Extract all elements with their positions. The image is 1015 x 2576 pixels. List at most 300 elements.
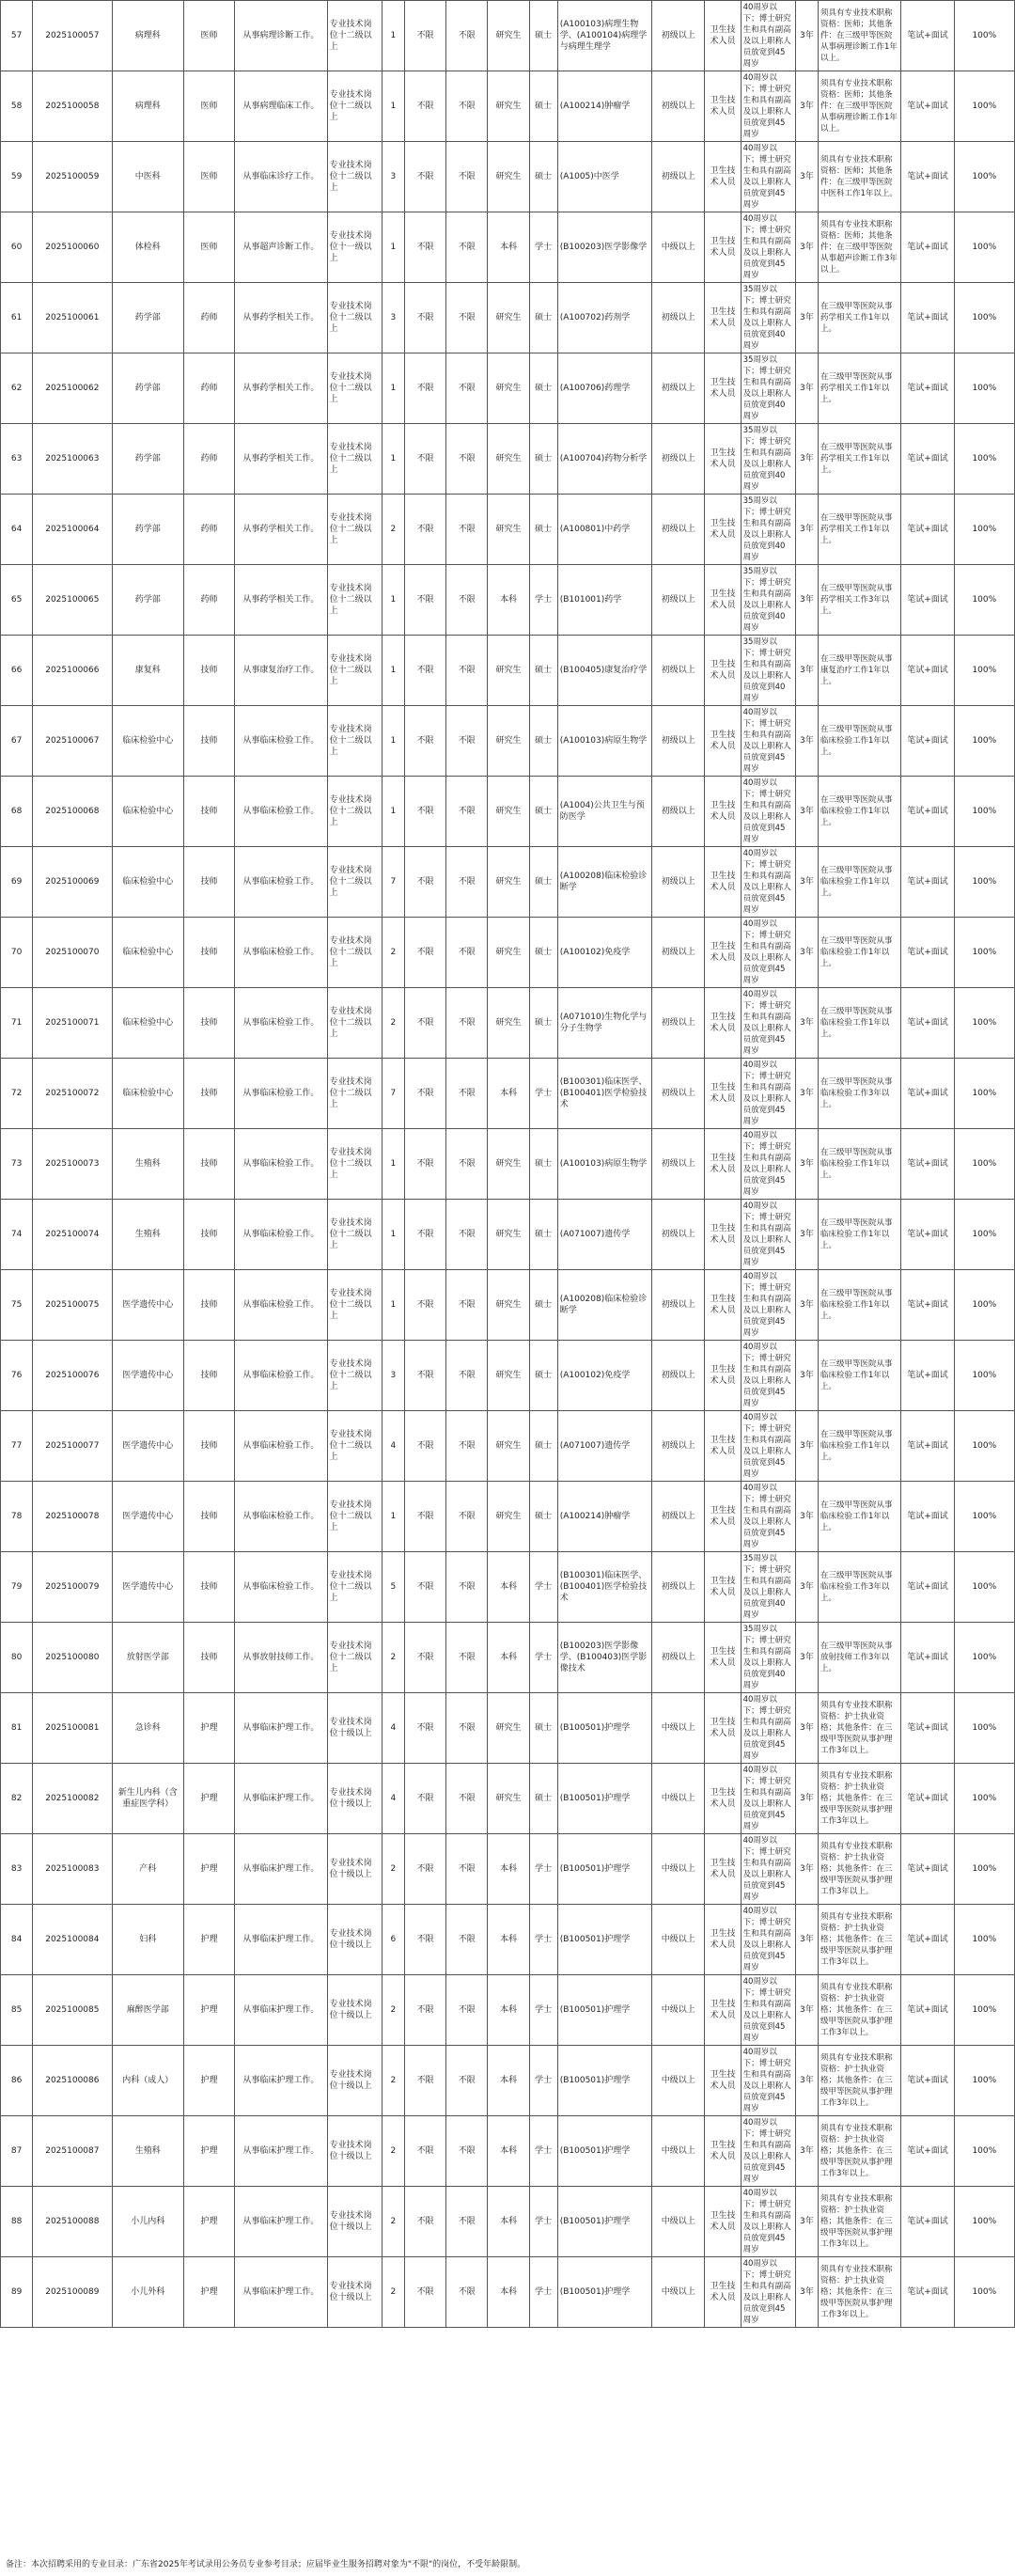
- target-cell: 不限: [404, 1764, 445, 1834]
- department-cell: 临床检验中心: [112, 1059, 183, 1129]
- target-cell: 不限: [404, 1270, 445, 1341]
- exam-method-cell: 笔试+面试: [901, 212, 954, 283]
- seq-cell: 70: [1, 918, 33, 988]
- code-cell: 2025100085: [33, 1975, 112, 2046]
- title-cell: 中级以上: [652, 2116, 705, 2187]
- code-cell: 2025100062: [33, 353, 112, 424]
- title-cell: 初级以上: [652, 777, 705, 847]
- degree-cell: 硕士: [529, 1341, 557, 1411]
- seq-cell: 87: [1, 2116, 33, 2187]
- qualification-cell: 卫生技术人员: [705, 1, 741, 71]
- target-cell: 不限: [404, 2046, 445, 2116]
- exam-method-cell: 笔试+面试: [901, 1764, 954, 1834]
- headcount-cell: 7: [382, 847, 404, 918]
- major-cell: (A100704)药物分析学: [557, 424, 651, 495]
- target-cell: 不限: [404, 1341, 445, 1411]
- table-row: [1, 1552, 1015, 1623]
- duty-cell: 从事临床检验工作。: [235, 1129, 327, 1200]
- target-cell: 不限: [404, 636, 445, 706]
- other-requirements-cell: 须具有专业技术职称资格：护士执业资格；其他条件：在三级甲等医院从事护理工作3年以上。: [818, 2257, 900, 2328]
- other-requirements-cell: 在三级甲等医院从事临床检验工作1年以上。: [818, 777, 900, 847]
- exam-method-cell: 笔试+面试: [901, 142, 954, 212]
- headcount-cell: 1: [382, 424, 404, 495]
- education-cell: 研究生: [488, 1129, 529, 1200]
- title-cell: 中级以上: [652, 2187, 705, 2257]
- level-cell: 专业技术岗位十二级以上: [327, 565, 382, 636]
- code-cell: 2025100074: [33, 1200, 112, 1270]
- term-cell: 3年: [795, 71, 818, 142]
- age-cell: 40周岁以下；博士研究生和具有副高及以上职称人员放宽到45周岁: [741, 1764, 795, 1834]
- duty-cell: 从事临床检验工作。: [235, 706, 327, 777]
- term-cell: 3年: [795, 2257, 818, 2328]
- title-cell: 初级以上: [652, 565, 705, 636]
- scope-cell: 不限: [446, 1411, 488, 1482]
- ratio-cell: 100%: [954, 1059, 1014, 1129]
- term-cell: 3年: [795, 2046, 818, 2116]
- major-cell: (B100301)临床医学、(B100401)医学检验技术: [557, 1552, 651, 1623]
- headcount-cell: 1: [382, 565, 404, 636]
- duty-cell: 从事放射技师工作。: [235, 1623, 327, 1693]
- other-requirements-cell: 在三级甲等医院从事放射技师工作3年以上。: [818, 1623, 900, 1693]
- duty-cell: 从事药学相关工作。: [235, 283, 327, 353]
- qualification-cell: 卫生技术人员: [705, 1693, 741, 1764]
- post-cell: 技师: [183, 847, 234, 918]
- scope-cell: 不限: [446, 2116, 488, 2187]
- seq-cell: 81: [1, 1693, 33, 1764]
- code-cell: 2025100072: [33, 1059, 112, 1129]
- term-cell: 3年: [795, 1270, 818, 1341]
- target-cell: 不限: [404, 495, 445, 565]
- scope-cell: 不限: [446, 706, 488, 777]
- age-cell: 40周岁以下；博士研究生和具有副高及以上职称人员放宽到45周岁: [741, 142, 795, 212]
- major-cell: (A100102)免疫学: [557, 918, 651, 988]
- other-requirements-cell: 在三级甲等医院从事临床检验工作3年以上。: [818, 1552, 900, 1623]
- term-cell: 3年: [795, 706, 818, 777]
- department-cell: 产科: [112, 1834, 183, 1905]
- headcount-cell: 2: [382, 1975, 404, 2046]
- qualification-cell: 卫生技术人员: [705, 847, 741, 918]
- major-cell: (A071007)遗传学: [557, 1200, 651, 1270]
- other-requirements-cell: 在三级甲等医院从事临床检验工作1年以上。: [818, 988, 900, 1059]
- post-cell: 药师: [183, 565, 234, 636]
- headcount-cell: 6: [382, 1905, 404, 1975]
- term-cell: 3年: [795, 636, 818, 706]
- qualification-cell: 卫生技术人员: [705, 777, 741, 847]
- department-cell: 药学部: [112, 565, 183, 636]
- headcount-cell: 1: [382, 777, 404, 847]
- target-cell: 不限: [404, 1693, 445, 1764]
- headcount-cell: 1: [382, 706, 404, 777]
- duty-cell: 从事药学相关工作。: [235, 353, 327, 424]
- education-cell: 研究生: [488, 847, 529, 918]
- exam-method-cell: 笔试+面试: [901, 1552, 954, 1623]
- duty-cell: 从事临床检验工作。: [235, 1411, 327, 1482]
- major-cell: (B100501)护理学: [557, 1693, 651, 1764]
- ratio-cell: 100%: [954, 1341, 1014, 1411]
- table-row: [1, 1059, 1015, 1129]
- age-cell: 40周岁以下；博士研究生和具有副高及以上职称人员放宽到45周岁: [741, 1905, 795, 1975]
- table-row: [1, 1764, 1015, 1834]
- other-requirements-cell: 须具有专业技术职称资格：医师；其他条件：在三级甲等医院从事病理诊断工作1年以上。: [818, 71, 900, 142]
- major-cell: (B100501)护理学: [557, 2187, 651, 2257]
- ratio-cell: 100%: [954, 1693, 1014, 1764]
- level-cell: 专业技术岗位十二级以上: [327, 918, 382, 988]
- post-cell: 技师: [183, 1482, 234, 1552]
- scope-cell: 不限: [446, 212, 488, 283]
- age-cell: 40周岁以下；博士研究生和具有副高及以上职称人员放宽到45周岁: [741, 1200, 795, 1270]
- education-cell: 研究生: [488, 142, 529, 212]
- education-cell: 本科: [488, 2116, 529, 2187]
- term-cell: 3年: [795, 565, 818, 636]
- department-cell: 药学部: [112, 495, 183, 565]
- major-cell: (A100103)病理生物学、(A100104)病理学与病理生理学: [557, 1, 651, 71]
- other-requirements-cell: 在三级甲等医院从事临床检验工作1年以上。: [818, 918, 900, 988]
- other-requirements-cell: 在三级甲等医院从事临床检验工作1年以上。: [818, 847, 900, 918]
- education-cell: 本科: [488, 1623, 529, 1693]
- qualification-cell: 卫生技术人员: [705, 1905, 741, 1975]
- target-cell: 不限: [404, 2257, 445, 2328]
- degree-cell: 硕士: [529, 142, 557, 212]
- duty-cell: 从事临床检验工作。: [235, 1482, 327, 1552]
- qualification-cell: 卫生技术人员: [705, 1552, 741, 1623]
- other-requirements-cell: 须具有专业技术职称资格：护士执业资格；其他条件：在三级甲等医院从事护理工作3年以上。: [818, 1693, 900, 1764]
- post-cell: 医师: [183, 1, 234, 71]
- other-requirements-cell: 在三级甲等医院从事临床检验工作1年以上。: [818, 1411, 900, 1482]
- degree-cell: 学士: [529, 1552, 557, 1623]
- headcount-cell: 2: [382, 2116, 404, 2187]
- code-cell: 2025100058: [33, 71, 112, 142]
- qualification-cell: 卫生技术人员: [705, 1482, 741, 1552]
- department-cell: 小儿外科: [112, 2257, 183, 2328]
- post-cell: 医师: [183, 212, 234, 283]
- level-cell: 专业技术岗位十级以上: [327, 1764, 382, 1834]
- title-cell: 中级以上: [652, 212, 705, 283]
- department-cell: 医学遗传中心: [112, 1552, 183, 1623]
- term-cell: 3年: [795, 1411, 818, 1482]
- term-cell: 3年: [795, 1482, 818, 1552]
- code-cell: 2025100069: [33, 847, 112, 918]
- department-cell: 病理科: [112, 1, 183, 71]
- qualification-cell: 卫生技术人员: [705, 424, 741, 495]
- department-cell: 医学遗传中心: [112, 1270, 183, 1341]
- education-cell: 本科: [488, 2187, 529, 2257]
- level-cell: 专业技术岗位十二级以上: [327, 1059, 382, 1129]
- exam-method-cell: 笔试+面试: [901, 777, 954, 847]
- level-cell: 专业技术岗位十级以上: [327, 1693, 382, 1764]
- major-cell: (A071010)生物化学与分子生物学: [557, 988, 651, 1059]
- major-cell: (A100103)病原生物学: [557, 706, 651, 777]
- major-cell: (A100208)临床检验诊断学: [557, 1270, 651, 1341]
- term-cell: 3年: [795, 1, 818, 71]
- education-cell: 研究生: [488, 1200, 529, 1270]
- ratio-cell: 100%: [954, 1905, 1014, 1975]
- qualification-cell: 卫生技术人员: [705, 2187, 741, 2257]
- level-cell: 专业技术岗位十级以上: [327, 1834, 382, 1905]
- post-cell: 技师: [183, 636, 234, 706]
- title-cell: 中级以上: [652, 1764, 705, 1834]
- qualification-cell: 卫生技术人员: [705, 1341, 741, 1411]
- degree-cell: 硕士: [529, 1764, 557, 1834]
- table-row: [1, 424, 1015, 495]
- ratio-cell: 100%: [954, 1270, 1014, 1341]
- headcount-cell: 4: [382, 1693, 404, 1764]
- department-cell: 临床检验中心: [112, 847, 183, 918]
- department-cell: 医学遗传中心: [112, 1341, 183, 1411]
- degree-cell: 学士: [529, 1975, 557, 2046]
- term-cell: 3年: [795, 988, 818, 1059]
- exam-method-cell: 笔试+面试: [901, 2257, 954, 2328]
- title-cell: 初级以上: [652, 1200, 705, 1270]
- headcount-cell: 2: [382, 988, 404, 1059]
- qualification-cell: 卫生技术人员: [705, 1059, 741, 1129]
- qualification-cell: 卫生技术人员: [705, 142, 741, 212]
- age-cell: 40周岁以下；博士研究生和具有副高及以上职称人员放宽到45周岁: [741, 2257, 795, 2328]
- scope-cell: 不限: [446, 2187, 488, 2257]
- degree-cell: 硕士: [529, 636, 557, 706]
- ratio-cell: 100%: [954, 1834, 1014, 1905]
- other-requirements-cell: 须具有专业技术职称资格：医师；其他条件：在三级甲等医院中医科工作1年以上。: [818, 142, 900, 212]
- code-cell: 2025100060: [33, 212, 112, 283]
- age-cell: 40周岁以下；博士研究生和具有副高及以上职称人员放宽到45周岁: [741, 1482, 795, 1552]
- headcount-cell: 4: [382, 1764, 404, 1834]
- ratio-cell: 100%: [954, 142, 1014, 212]
- department-cell: 医学遗传中心: [112, 1482, 183, 1552]
- seq-cell: 69: [1, 847, 33, 918]
- age-cell: 35周岁以下；博士研究生和具有副高及以上职称人员放宽到40周岁: [741, 353, 795, 424]
- table-row: [1, 636, 1015, 706]
- target-cell: 不限: [404, 988, 445, 1059]
- degree-cell: 硕士: [529, 777, 557, 847]
- headcount-cell: 1: [382, 1129, 404, 1200]
- code-cell: 2025100068: [33, 777, 112, 847]
- education-cell: 本科: [488, 1834, 529, 1905]
- level-cell: 专业技术岗位十二级以上: [327, 706, 382, 777]
- department-cell: 临床检验中心: [112, 918, 183, 988]
- level-cell: 专业技术岗位十级以上: [327, 2046, 382, 2116]
- other-requirements-cell: 在三级甲等医院从事药学相关工作1年以上。: [818, 353, 900, 424]
- ratio-cell: 100%: [954, 988, 1014, 1059]
- headcount-cell: 1: [382, 1, 404, 71]
- major-cell: (B100203)医学影像学: [557, 212, 651, 283]
- seq-cell: 83: [1, 1834, 33, 1905]
- duty-cell: 从事临床护理工作。: [235, 2116, 327, 2187]
- code-cell: 2025100081: [33, 1693, 112, 1764]
- ratio-cell: 100%: [954, 71, 1014, 142]
- post-cell: 技师: [183, 1341, 234, 1411]
- target-cell: 不限: [404, 1905, 445, 1975]
- seq-cell: 86: [1, 2046, 33, 2116]
- level-cell: 专业技术岗位十二级以上: [327, 142, 382, 212]
- headcount-cell: 7: [382, 1059, 404, 1129]
- title-cell: 初级以上: [652, 1129, 705, 1200]
- qualification-cell: 卫生技术人员: [705, 1975, 741, 2046]
- duty-cell: 从事病理临床工作。: [235, 71, 327, 142]
- major-cell: (B100501)护理学: [557, 2257, 651, 2328]
- code-cell: 2025100071: [33, 988, 112, 1059]
- qualification-cell: 卫生技术人员: [705, 2046, 741, 2116]
- degree-cell: 学士: [529, 1623, 557, 1693]
- term-cell: 3年: [795, 1059, 818, 1129]
- headcount-cell: 2: [382, 495, 404, 565]
- age-cell: 40周岁以下；博士研究生和具有副高及以上职称人员放宽到45周岁: [741, 1834, 795, 1905]
- post-cell: 护理: [183, 1764, 234, 1834]
- table-row: [1, 565, 1015, 636]
- education-cell: 研究生: [488, 283, 529, 353]
- table-row: [1, 988, 1015, 1059]
- post-cell: 技师: [183, 1623, 234, 1693]
- scope-cell: 不限: [446, 1482, 488, 1552]
- code-cell: 2025100082: [33, 1764, 112, 1834]
- education-cell: 研究生: [488, 424, 529, 495]
- age-cell: 40周岁以下；博士研究生和具有副高及以上职称人员放宽到45周岁: [741, 2116, 795, 2187]
- seq-cell: 60: [1, 212, 33, 283]
- exam-method-cell: 笔试+面试: [901, 1270, 954, 1341]
- department-cell: 病理科: [112, 71, 183, 142]
- education-cell: 研究生: [488, 1341, 529, 1411]
- seq-cell: 74: [1, 1200, 33, 1270]
- title-cell: 初级以上: [652, 918, 705, 988]
- exam-method-cell: 笔试+面试: [901, 1834, 954, 1905]
- target-cell: 不限: [404, 1975, 445, 2046]
- title-cell: 初级以上: [652, 1623, 705, 1693]
- age-cell: 35周岁以下；博士研究生和具有副高及以上职称人员放宽到40周岁: [741, 1552, 795, 1623]
- exam-method-cell: 笔试+面试: [901, 424, 954, 495]
- qualification-cell: 卫生技术人员: [705, 283, 741, 353]
- term-cell: 3年: [795, 1552, 818, 1623]
- level-cell: 专业技术岗位十二级以上: [327, 353, 382, 424]
- level-cell: 专业技术岗位十二级以上: [327, 777, 382, 847]
- ratio-cell: 100%: [954, 2187, 1014, 2257]
- department-cell: 药学部: [112, 283, 183, 353]
- education-cell: 研究生: [488, 918, 529, 988]
- term-cell: 3年: [795, 212, 818, 283]
- qualification-cell: 卫生技术人员: [705, 495, 741, 565]
- major-cell: (B100203)医学影像学、(B100403)医学影像技术: [557, 1623, 651, 1693]
- code-cell: 2025100088: [33, 2187, 112, 2257]
- title-cell: 初级以上: [652, 1, 705, 71]
- seq-cell: 68: [1, 777, 33, 847]
- headcount-cell: 2: [382, 2046, 404, 2116]
- education-cell: 研究生: [488, 71, 529, 142]
- term-cell: 3年: [795, 918, 818, 988]
- table-row: [1, 2187, 1015, 2257]
- exam-method-cell: 笔试+面试: [901, 353, 954, 424]
- exam-method-cell: 笔试+面试: [901, 988, 954, 1059]
- education-cell: 研究生: [488, 353, 529, 424]
- seq-cell: 57: [1, 1, 33, 71]
- other-requirements-cell: 须具有专业技术职称资格：护士执业资格；其他条件：在三级甲等医院从事护理工作3年以上。: [818, 1764, 900, 1834]
- level-cell: 专业技术岗位十二级以上: [327, 1411, 382, 1482]
- age-cell: 35周岁以下；博士研究生和具有副高及以上职称人员放宽到40周岁: [741, 565, 795, 636]
- code-cell: 2025100083: [33, 1834, 112, 1905]
- seq-cell: 85: [1, 1975, 33, 2046]
- major-cell: (B101001)药学: [557, 565, 651, 636]
- title-cell: 中级以上: [652, 1975, 705, 2046]
- post-cell: 药师: [183, 353, 234, 424]
- other-requirements-cell: 须具有专业技术职称资格：护士执业资格；其他条件：在三级甲等医院从事护理工作3年以上。: [818, 2046, 900, 2116]
- seq-cell: 73: [1, 1129, 33, 1200]
- seq-cell: 84: [1, 1905, 33, 1975]
- post-cell: 技师: [183, 918, 234, 988]
- duty-cell: 从事临床护理工作。: [235, 1975, 327, 2046]
- scope-cell: 不限: [446, 2046, 488, 2116]
- age-cell: 40周岁以下；博士研究生和具有副高及以上职称人员放宽到45周岁: [741, 988, 795, 1059]
- ratio-cell: 100%: [954, 283, 1014, 353]
- seq-cell: 78: [1, 1482, 33, 1552]
- major-cell: (B100301)临床医学、(B100401)医学检验技术: [557, 1059, 651, 1129]
- duty-cell: 从事临床检验工作。: [235, 988, 327, 1059]
- title-cell: 初级以上: [652, 706, 705, 777]
- other-requirements-cell: 须具有专业技术职称资格：护士执业资格；其他条件：在三级甲等医院从事护理工作3年以上。: [818, 1975, 900, 2046]
- duty-cell: 从事临床护理工作。: [235, 2187, 327, 2257]
- exam-method-cell: 笔试+面试: [901, 636, 954, 706]
- age-cell: 40周岁以下；博士研究生和具有副高及以上职称人员放宽到45周岁: [741, 1270, 795, 1341]
- title-cell: 初级以上: [652, 495, 705, 565]
- department-cell: 医学遗传中心: [112, 1411, 183, 1482]
- code-cell: 2025100065: [33, 565, 112, 636]
- department-cell: 药学部: [112, 424, 183, 495]
- qualification-cell: 卫生技术人员: [705, 1411, 741, 1482]
- exam-method-cell: 笔试+面试: [901, 71, 954, 142]
- scope-cell: 不限: [446, 1059, 488, 1129]
- post-cell: 技师: [183, 1411, 234, 1482]
- seq-cell: 62: [1, 353, 33, 424]
- level-cell: 专业技术岗位十级以上: [327, 2257, 382, 2328]
- major-cell: (A1004)公共卫生与预防医学: [557, 777, 651, 847]
- exam-method-cell: 笔试+面试: [901, 2046, 954, 2116]
- ratio-cell: 100%: [954, 1975, 1014, 2046]
- term-cell: 3年: [795, 495, 818, 565]
- department-cell: 生殖科: [112, 2116, 183, 2187]
- degree-cell: 学士: [529, 1905, 557, 1975]
- target-cell: 不限: [404, 71, 445, 142]
- post-cell: 药师: [183, 424, 234, 495]
- qualification-cell: 卫生技术人员: [705, 353, 741, 424]
- other-requirements-cell: 在三级甲等医院从事临床检验工作1年以上。: [818, 1341, 900, 1411]
- term-cell: 3年: [795, 1200, 818, 1270]
- post-cell: 护理: [183, 2257, 234, 2328]
- qualification-cell: 卫生技术人员: [705, 988, 741, 1059]
- seq-cell: 61: [1, 283, 33, 353]
- education-cell: 研究生: [488, 495, 529, 565]
- table-row: [1, 1905, 1015, 1975]
- qualification-cell: 卫生技术人员: [705, 2257, 741, 2328]
- exam-method-cell: 笔试+面试: [901, 565, 954, 636]
- target-cell: 不限: [404, 2116, 445, 2187]
- level-cell: 专业技术岗位十二级以上: [327, 1270, 382, 1341]
- ratio-cell: 100%: [954, 1482, 1014, 1552]
- other-requirements-cell: 在三级甲等医院从事临床检验工作1年以上。: [818, 1200, 900, 1270]
- exam-method-cell: 笔试+面试: [901, 706, 954, 777]
- title-cell: 初级以上: [652, 1341, 705, 1411]
- other-requirements-cell: 须具有专业技术职称资格：护士执业资格；其他条件：在三级甲等医院从事护理工作3年以上。: [818, 2187, 900, 2257]
- scope-cell: 不限: [446, 1129, 488, 1200]
- level-cell: 专业技术岗位十一级以上: [327, 212, 382, 283]
- title-cell: 初级以上: [652, 142, 705, 212]
- scope-cell: 不限: [446, 1200, 488, 1270]
- term-cell: 3年: [795, 1905, 818, 1975]
- scope-cell: 不限: [446, 142, 488, 212]
- degree-cell: 硕士: [529, 424, 557, 495]
- exam-method-cell: 笔试+面试: [901, 2116, 954, 2187]
- term-cell: 3年: [795, 142, 818, 212]
- major-cell: (B100501)护理学: [557, 2046, 651, 2116]
- qualification-cell: 卫生技术人员: [705, 1270, 741, 1341]
- post-cell: 技师: [183, 1270, 234, 1341]
- qualification-cell: 卫生技术人员: [705, 1623, 741, 1693]
- scope-cell: 不限: [446, 1552, 488, 1623]
- age-cell: 40周岁以下；博士研究生和具有副高及以上职称人员放宽到45周岁: [741, 1411, 795, 1482]
